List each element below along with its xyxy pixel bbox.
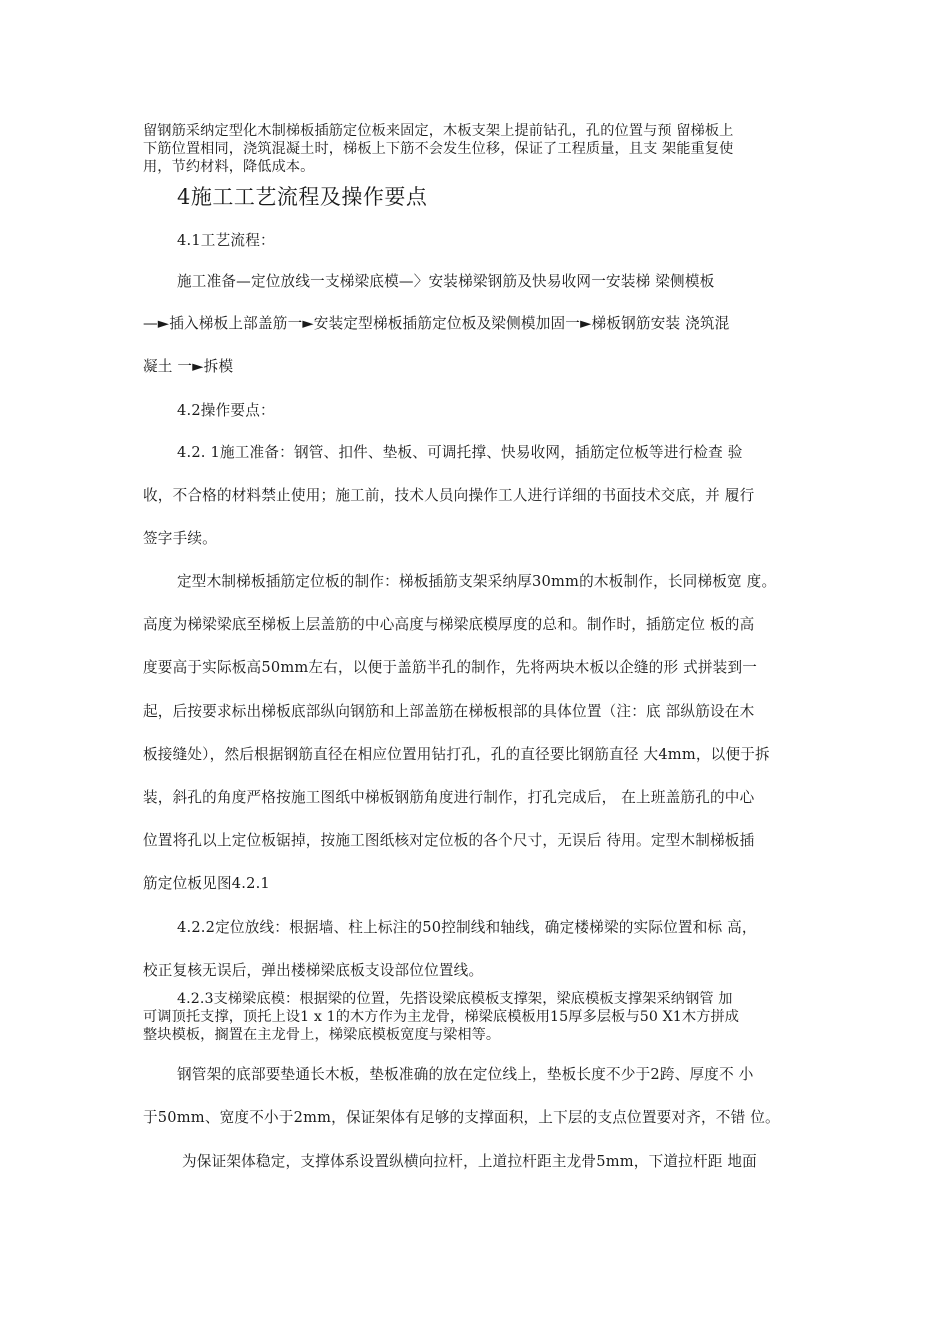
intro-line-1: 留钢筋采纳定型化木制梯板插筋定位板来固定，木板支架上提前钻孔，孔的位置与预 留梯板上 [143,123,734,139]
board-para-line-5: 板接缝处），然后根据钢筋直径在相应位置用钻打孔，孔的直径要比钢筋直径 大4mm，以便于拆 [143,746,770,763]
section-4-2-label: 4.2操作要点： [177,402,275,419]
intro-line-2: 下筋位置相同，浇筑混凝土时，梯板上下筋不会发生位移，保证了工程质量，且支 架能重复使 [143,141,734,157]
board-para-line-6: 装，斜孔的角度严格按施工图纸中梯板钢筋角度进行制作，打孔完成后， 在上班盖筋孔的中心 [143,789,755,806]
board-para-line-4: 起，后按要求标出梯板底部纵向钢筋和上部盖筋在梯板根部的具体位置（注：底 部纵筋设在木 [143,703,755,720]
para-423-line-2: 可调顶托支撑，顶托上设1 x 1的木方作为主龙骨，梯梁底模板用15厚多层板与50 X1木方拼成 [143,1009,740,1025]
para-422-line-1: 4.2.2定位放线：根据墙、柱上标注的50控制线和轴线，确定楼梯梁的实际位置和标 高， [177,919,757,936]
para-422-line-2: 校正复核无误后，弹出楼梯梁底板支设部位位置线。 [143,962,484,979]
para-423-line-3: 整块模板，搁置在主龙骨上，梯梁底模板宽度与梁相等。 [143,1027,501,1043]
board-para-line-8: 筋定位板见图4.2.1 [143,875,270,892]
section-4-1-label: 4.1工艺流程： [177,232,275,249]
intro-line-3: 用，节约材料，降低成本。 [143,159,315,175]
para-423-line-1: 4.2.3支梯梁底模：根据梁的位置，先搭设梁底模板支撑架，梁底模板支撑架采纳钢管 加 [177,991,733,1007]
para-421-line-2: 收，不合格的材料禁止使用；施工前，技术人员向操作工人进行详细的书面技术交底，并 履行 [143,487,755,504]
para-421-line-3: 签字手续。 [143,530,217,547]
board-para-line-7: 位置将孔以上定位板锯掉，按施工图纸核对定位板的各个尺寸，无误后 待用。定型木制梯板插 [143,832,755,849]
board-para-line-2: 高度为梯梁梁底至梯板上层盖筋的中心高度与梯梁底模厚度的总和。制作时，插筋定位 板的高 [143,616,755,633]
pipe-para-line-1: 钢管架的底部要垫通长木板，垫板准确的放在定位线上，垫板长度不少于2跨、厚度不 小 [177,1066,754,1083]
flow-line-2: —►插入梯板上部盖筋一►安装定型梯板插筋定位板及梁侧模加固一►梯板钢筋安装 浇筑混 [143,315,730,332]
last-para-line-1: 为保证架体稳定，支撑体系设置纵横向拉杆，上道拉杆距主龙骨5mm，下道拉杆距 地面 [182,1153,757,1170]
flow-line-3: 凝土 一►拆模 [143,358,234,375]
board-para-line-3: 度要高于实际板高50mm左右，以便于盖筋半孔的制作，先将两块木板以企缝的形 式拼装到一 [143,659,758,676]
section-title: 4施工工艺流程及操作要点 [177,185,428,209]
flow-line-1: 施工准备—定位放线一支梯梁底模—〉安装梯梁钢筋及快易收网一安装梯 梁侧模板 [177,273,715,290]
pipe-para-line-2: 于50mm、宽度不小于2mm，保证架体有足够的支撑面积，上下层的支点位置要对齐，不错 位。 [143,1109,780,1126]
para-421-line-1: 4.2. 1施工准备：钢管、扣件、垫板、可调托撑、快易收网，插筋定位板等进行检查 验 [177,444,743,461]
board-para-line-1: 定型木制梯板插筋定位板的制作：梯板插筋支架采纳厚30mm的木板制作，长同梯板宽 度。 [177,573,777,590]
